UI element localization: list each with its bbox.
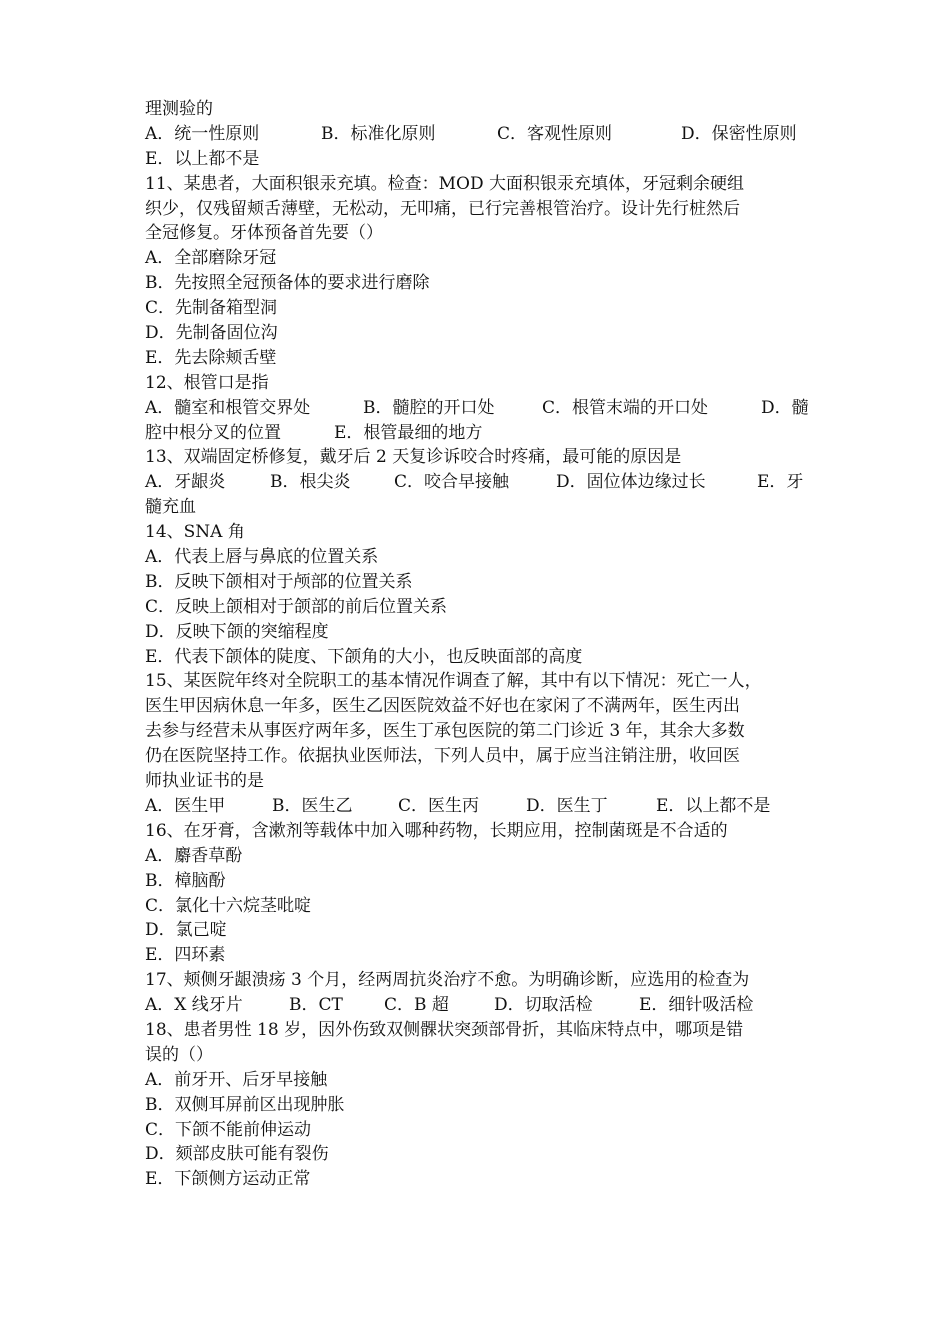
q11-stem-line: 织少，仅残留颊舌薄壁，无松动，无叩痛，已行完善根管治疗。设计先行桩然后 <box>145 198 740 219</box>
q11-option-c: C．先制备箱型洞 <box>145 298 278 319</box>
q14-option-c: C．反映上颌相对于颌部的前后位置关系 <box>145 596 448 617</box>
q12-option-a: A．髓室和根管交界处 <box>145 397 311 418</box>
q13-option-c: C．咬合早接触 <box>394 472 510 493</box>
q16-option-a: A．麝香草酚 <box>145 845 243 866</box>
q16-stem: 16、在牙膏，含漱剂等载体中加入哪种药物，长期应用，控制菌斑是不合适的 <box>145 820 728 841</box>
q15-option-c: C．医生丙 <box>398 795 480 816</box>
q10-option-d: D．保密性原则 <box>681 123 797 144</box>
document-body <box>145 97 817 1192</box>
q12-option-e: E．根管最细的地方 <box>334 422 483 443</box>
q16-option-e: E．四环素 <box>145 945 226 966</box>
q17-option-e: E．细针吸活检 <box>639 995 754 1016</box>
q18-stem-line: 误的（） <box>145 1044 213 1065</box>
q16-option-c: C．氯化十六烷茎吡啶 <box>145 895 312 916</box>
q12-option-d-start: D．髓 <box>761 397 809 418</box>
q11-stem-line: 全冠修复。牙体预备首先要（） <box>145 223 383 244</box>
q10-option-a: A．统一性原则 <box>145 123 260 144</box>
q15-option-d: D．医生丁 <box>526 795 608 816</box>
q10-options-row <box>145 122 817 147</box>
q14-option-b: B．反映下颌相对于颅部的位置关系 <box>145 571 413 592</box>
q17-stem: 17、颊侧牙龈溃疡 3 个月，经两周抗炎治疗不愈。为明确诊断，应选用的检查为 <box>145 970 750 991</box>
q13-option-a: A．牙龈炎 <box>145 472 226 493</box>
q18-option-b: B．双侧耳屏前区出现肿胀 <box>145 1094 345 1115</box>
q12-option-b: B．髓腔的开口处 <box>363 397 495 418</box>
q18-stem-line: 18、患者男性 18 岁，因外伤致双侧髁状突颈部骨折，其临床特点中，哪项是错 <box>145 1019 744 1040</box>
q16-option-b: B．樟脑酚 <box>145 870 226 891</box>
q18-option-d: D．颏部皮肤可能有裂伤 <box>145 1144 329 1165</box>
q10-option-e: E．以上都不是 <box>145 148 260 169</box>
q13-option-b: B．根尖炎 <box>270 472 351 493</box>
q13-stem: 13、双端固定桥修复，戴牙后 2 天复诊诉咬合时疼痛，最可能的原因是 <box>145 447 682 468</box>
q12-stem: 12、根管口是指 <box>145 372 269 393</box>
q11-stem-line: 11、某患者，大面积银汞充填。检查：MOD 大面积银汞充填体，牙冠剩余硬组 <box>145 173 745 194</box>
q10-option-b: B．标准化原则 <box>321 123 436 144</box>
q18-option-c: C．下颌不能前伸运动 <box>145 1119 312 1140</box>
q12-options-row <box>145 396 817 421</box>
q15-option-e: E．以上都不是 <box>656 795 771 816</box>
q16-option-d: D．氯己啶 <box>145 920 227 941</box>
q15-stem-line: 师执业证书的是 <box>145 771 264 792</box>
q11-option-b: B．先按照全冠预备体的要求进行磨除 <box>145 273 430 294</box>
q10-option-c: C．客观性原则 <box>497 123 613 144</box>
q15-stem-line: 15、某医院年终对全院职工的基本情况作调查了解，其中有以下情况：死亡一人， <box>145 671 762 692</box>
q14-stem: 14、SNA 角 <box>145 522 245 543</box>
q15-option-a: A．医生甲 <box>145 795 226 816</box>
q17-option-a: A．X 线牙片 <box>145 995 243 1016</box>
q11-option-a: A．全部磨除牙冠 <box>145 248 277 269</box>
q15-option-b: B．医生乙 <box>272 795 353 816</box>
q14-option-e: E．代表下颌体的陡度、下颌角的大小，也反映面部的高度 <box>145 646 583 667</box>
q15-options-row <box>145 794 817 819</box>
q15-stem-line: 仍在医院坚持工作。依据执业医师法，下列人员中，属于应当注销注册，收回医 <box>145 746 740 767</box>
q14-option-d: D．反映下颌的突缩程度 <box>145 621 329 642</box>
q13-option-e-end: 髓充血 <box>145 497 196 518</box>
q17-option-d: D．切取活检 <box>494 995 593 1016</box>
q14-option-a: A．代表上唇与鼻底的位置关系 <box>145 547 379 568</box>
q18-option-a: A．前牙开、后牙早接触 <box>145 1069 328 1090</box>
q11-option-d: D．先制备固位沟 <box>145 323 278 344</box>
q12-option-c: C．根管末端的开口处 <box>542 397 709 418</box>
q12-option-d-end: 腔中根分叉的位置 <box>145 422 281 443</box>
q11-option-e: E．先去除颊舌壁 <box>145 347 277 368</box>
q15-stem-line: 去参与经营未从事医疗两年多，医生丁承包医院的第二门诊近 3 年，其余大多数 <box>145 721 745 742</box>
q13-options-row <box>145 470 817 495</box>
q13-option-d: D．固位体边缘过长 <box>556 472 706 493</box>
q12-options-row-2 <box>145 421 817 446</box>
continuation-line: 理测验的 <box>145 99 213 119</box>
q17-option-c: C．B 超 <box>384 995 449 1016</box>
q18-option-e: E．下颌侧方运动正常 <box>145 1169 311 1190</box>
q17-options-row <box>145 993 817 1018</box>
q17-option-b: B．CT <box>289 995 343 1016</box>
q15-stem-line: 医生甲因病休息一年多，医生乙因医院效益不好也在家闲了不满两年，医生丙出 <box>145 696 740 717</box>
q13-option-e-start: E．牙 <box>757 472 804 493</box>
